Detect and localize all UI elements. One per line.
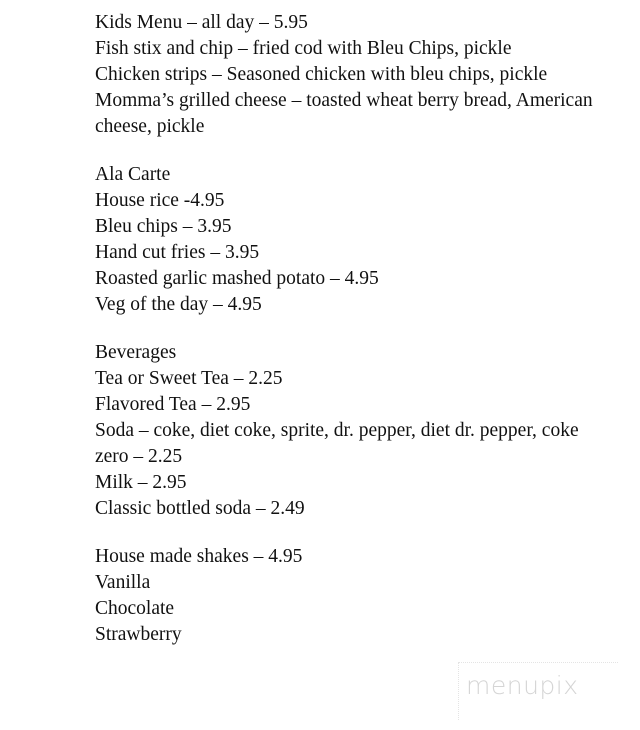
- menu-item-bleu-chips: Bleu chips – 3.95: [95, 216, 232, 237]
- menu-page: [95, 10, 615, 670]
- menu-item-milk: Milk – 2.95: [95, 472, 187, 493]
- menu-item-mashed-potato: Roasted garlic mashed potato – 4.95: [95, 268, 379, 289]
- ala-carte-section: [95, 162, 615, 318]
- shakes-section: [95, 544, 615, 648]
- menu-item-grilled-cheese: Momma’s grilled cheese – toasted wheat berry bread, American cheese, pickle: [95, 90, 593, 137]
- menu-item-chocolate: Chocolate: [95, 598, 175, 619]
- menu-item-hand-cut-fries: Hand cut fries – 3.95: [95, 242, 260, 263]
- menu-item-flavored-tea: Flavored Tea – 2.95: [95, 394, 251, 415]
- menu-item-tea: Tea or Sweet Tea – 2.25: [95, 368, 283, 389]
- menu-item-soda: Soda – coke, diet coke, sprite, dr. pepper, diet dr. pepper, coke zero – 2.25: [95, 420, 579, 467]
- beverages-heading: Beverages: [95, 342, 177, 363]
- menu-item-veg-of-the-day: Veg of the day – 4.95: [95, 294, 262, 315]
- menu-item-strawberry: Strawberry: [95, 624, 182, 645]
- kids-menu-section: [95, 10, 615, 140]
- menu-item-house-rice: House rice -4.95: [95, 190, 225, 211]
- beverages-section: [95, 340, 615, 522]
- kids-menu-heading: Kids Menu – all day – 5.95: [95, 12, 308, 33]
- menu-item-chicken-strips: Chicken strips – Seasoned chicken with bleu chips, pickle: [95, 64, 548, 85]
- menu-item-vanilla: Vanilla: [95, 572, 151, 593]
- menu-item-fish-stix: Fish stix and chip – fried cod with Bleu Chips, pickle: [95, 38, 512, 59]
- shakes-heading: House made shakes – 4.95: [95, 546, 303, 567]
- ala-carte-heading: Ala Carte: [95, 164, 171, 185]
- menu-item-bottled-soda: Classic bottled soda – 2.49: [95, 498, 305, 519]
- menupix-watermark: menupix: [466, 671, 579, 700]
